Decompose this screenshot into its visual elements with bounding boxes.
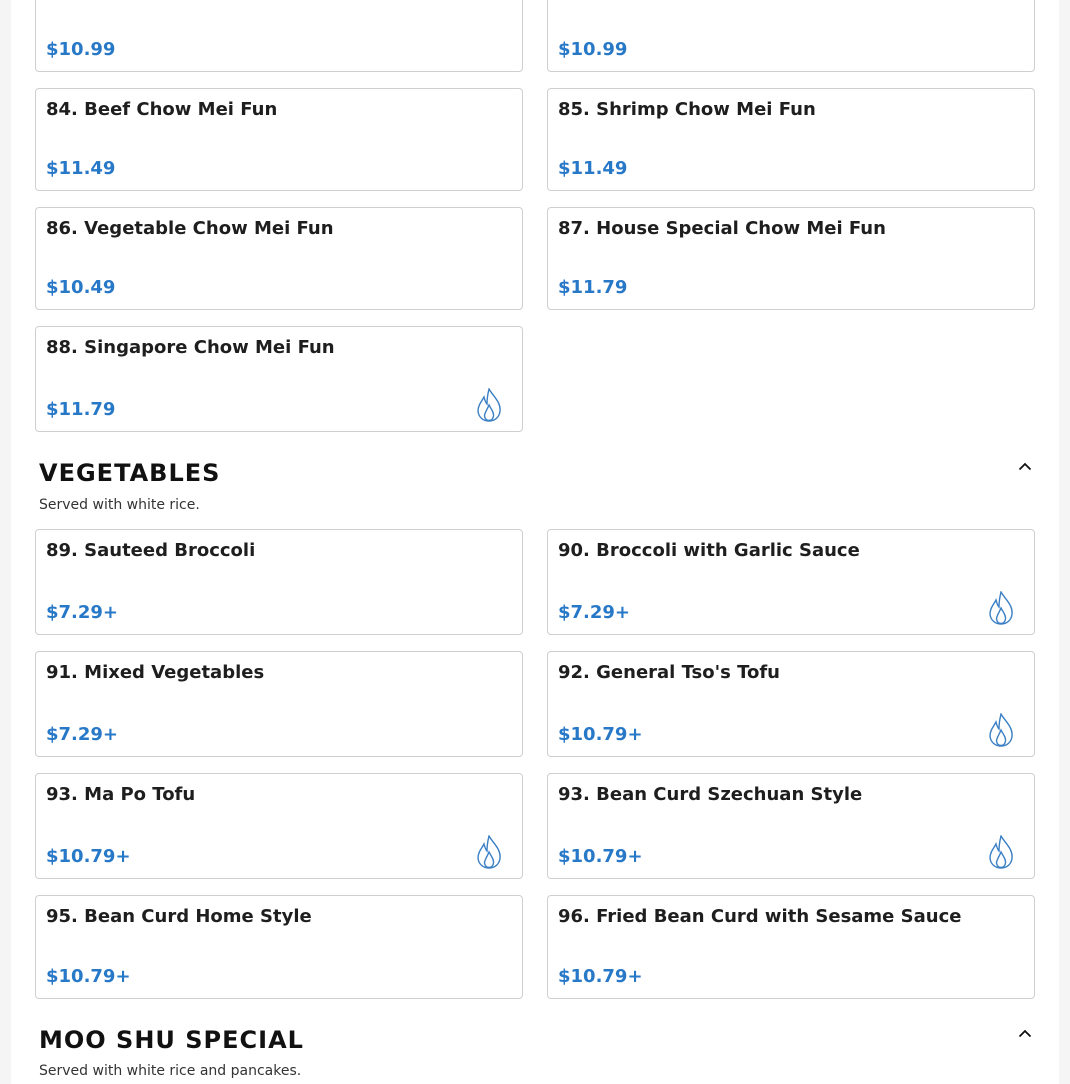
- menu-item-card[interactable]: [547, 0, 1035, 72]
- section-title-vegetables: VEGETABLES: [39, 459, 221, 487]
- chevron-up-icon: [1018, 1029, 1032, 1038]
- item-price: $7.29+: [46, 724, 119, 745]
- menu-item-card[interactable]: [35, 529, 523, 635]
- menu-item-card[interactable]: [35, 651, 523, 757]
- menu-item-card[interactable]: [35, 773, 523, 879]
- menu-item-card[interactable]: [547, 207, 1035, 310]
- menu-item-card[interactable]: [547, 88, 1035, 191]
- collapse-moo-shu-button[interactable]: [1013, 1021, 1037, 1045]
- item-name: 89. Sauteed Broccoli: [46, 540, 256, 561]
- menu-item-card[interactable]: [547, 651, 1035, 757]
- menu-item-card[interactable]: [35, 326, 523, 432]
- item-price: $7.29+: [558, 602, 631, 623]
- item-name: 95. Bean Curd Home Style: [46, 906, 312, 927]
- chevron-up-icon: [1018, 462, 1032, 471]
- collapse-vegetables-button[interactable]: [1013, 454, 1037, 478]
- item-name: 85. Shrimp Chow Mei Fun: [558, 99, 816, 120]
- flame-icon: [476, 388, 502, 422]
- section-description: Served with white rice.: [39, 497, 200, 513]
- flame-icon: [476, 835, 502, 869]
- flame-icon: [988, 591, 1014, 625]
- item-price: $10.99: [46, 39, 116, 60]
- section-title-moo-shu-special: MOO SHU SPECIAL: [39, 1026, 304, 1054]
- item-name: 88. Singapore Chow Mei Fun: [46, 337, 335, 358]
- menu-item-card[interactable]: [547, 773, 1035, 879]
- item-price: $11.49: [558, 158, 628, 179]
- item-name: 87. House Special Chow Mei Fun: [558, 218, 886, 239]
- item-name: 84. Beef Chow Mei Fun: [46, 99, 278, 120]
- item-name: 96. Fried Bean Curd with Sesame Sauce: [558, 906, 962, 927]
- item-price: $7.29+: [46, 602, 119, 623]
- item-price: $11.79: [558, 277, 628, 298]
- item-price: $10.79+: [558, 966, 643, 987]
- menu-item-card[interactable]: [35, 88, 523, 191]
- menu-item-card[interactable]: [35, 0, 523, 72]
- item-price: $10.79+: [46, 846, 131, 867]
- menu-item-card[interactable]: [547, 895, 1035, 999]
- menu-item-card[interactable]: [547, 529, 1035, 635]
- item-name: 92. General Tso's Tofu: [558, 662, 780, 683]
- item-price: $10.79+: [46, 966, 131, 987]
- menu-item-card[interactable]: [35, 207, 523, 310]
- item-price: $11.49: [46, 158, 116, 179]
- item-name: 90. Broccoli with Garlic Sauce: [558, 540, 860, 561]
- menu-page: [11, 0, 1059, 1084]
- item-price: $10.49: [46, 277, 116, 298]
- item-name: 91. Mixed Vegetables: [46, 662, 265, 683]
- item-name: 93. Ma Po Tofu: [46, 784, 196, 805]
- item-name: 93. Bean Curd Szechuan Style: [558, 784, 863, 805]
- item-price: $10.79+: [558, 846, 643, 867]
- flame-icon: [988, 835, 1014, 869]
- menu-item-card[interactable]: [35, 895, 523, 999]
- flame-icon: [988, 713, 1014, 747]
- item-price: $11.79: [46, 399, 116, 420]
- item-price: $10.79+: [558, 724, 643, 745]
- item-name: 86. Vegetable Chow Mei Fun: [46, 218, 334, 239]
- section-description: Served with white rice and pancakes.: [39, 1063, 302, 1079]
- item-price: $10.99: [558, 39, 628, 60]
